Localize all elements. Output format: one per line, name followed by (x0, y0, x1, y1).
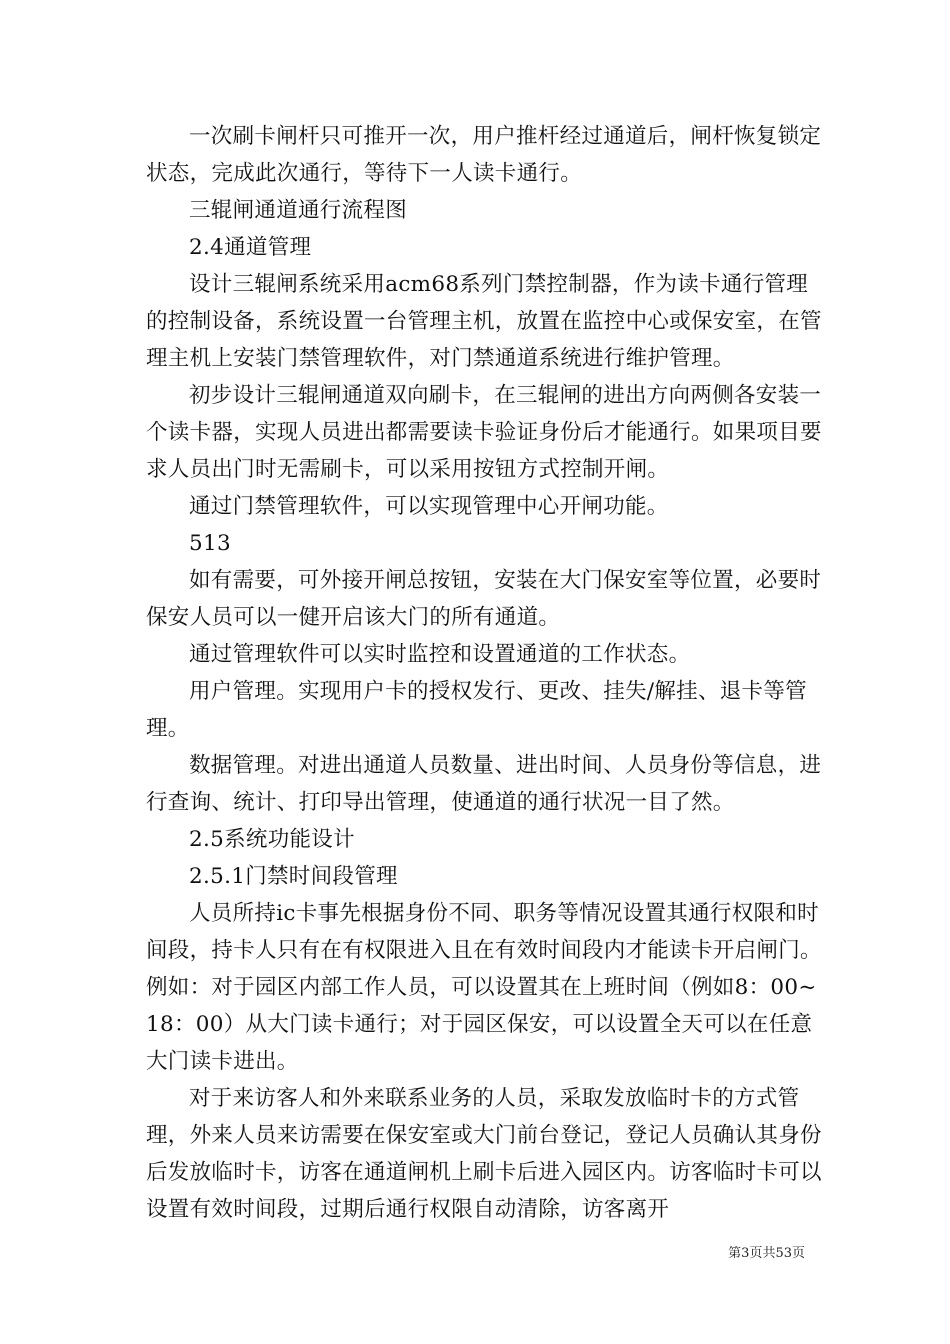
page-number-footer: 第3页共53页 (728, 1246, 805, 1261)
paragraph: 通过门禁管理软件，可以实现管理中心开闸功能。 (189, 494, 669, 519)
paragraph: 如有需要，可外接开闸总按钮，安装在大门保安室等位置，必要时保安人员可以一健开启该大门的所有通道。 (146, 568, 822, 630)
paragraph: 初步设计三辊闸通道双向刷卡，在三辊闸的进出方向两侧各安装一个读卡器，实现人员进出都需要读卡验证身份后才能通行。如果项目要求人员出门时无需刷卡，可以采用按钮方式控制开闸。 (146, 383, 822, 482)
document-body (146, 118, 826, 1228)
paragraph: 用户管理。实现用户卡的授权发行、更改、挂失/解挂、退卡等管理。 (146, 679, 807, 741)
paragraph: 对于来访客人和外来联系业务的人员，采取发放临时卡的方式管理，外来人员来访需要在保安室或大门前台登记，登记人员确认其身份后发放临时卡，访客在通道闸机上刷卡后进入园区内。访客临时卡可以设置有效时间段，过期后通行权限自动清除，访客离开 (146, 1086, 822, 1222)
section-heading: 2.5系统功能设计 (189, 827, 355, 852)
paragraph: 数据管理。对进出通道人员数量、进出时间、人员身份等信息，进行查询、统计、打印导出管理，使通道的通行状况一目了然。 (146, 753, 822, 815)
subsection-heading: 2.5.1门禁时间段管理 (189, 864, 398, 889)
caption-text: 三辊闸通道通行流程图 (189, 198, 408, 223)
stray-number: 513 (189, 531, 231, 556)
paragraph: 人员所持ic卡事先根据身份不同、职务等情况设置其通行权限和时间段，持卡人只有在有权限进入且在有效时间段内才能读卡开启闸门。例如：对于园区内部工作人员，可以设置其在上班时间（例如8：00~18：00）从大门读卡通行；对于园区保安，可以设置全天可以在任意大门读卡进出。 (146, 901, 822, 1074)
paragraph: 通过管理软件可以实时监控和设置通道的工作状态。 (189, 642, 691, 667)
paragraph: 设计三辊闸系统采用acm68系列门禁控制器，作为读卡通行管理的控制设备，系统设置一台管理主机，放置在监控中心或保安室，在管理主机上安装门禁管理软件，对门禁通道系统进行维护管理。 (146, 272, 822, 371)
paragraph: 一次刷卡闸杆只可推开一次，用户推杆经过通道后，闸杆恢复锁定状态，完成此次通行，等待下一人读卡通行。 (146, 124, 822, 186)
section-heading: 2.4通道管理 (189, 235, 312, 260)
